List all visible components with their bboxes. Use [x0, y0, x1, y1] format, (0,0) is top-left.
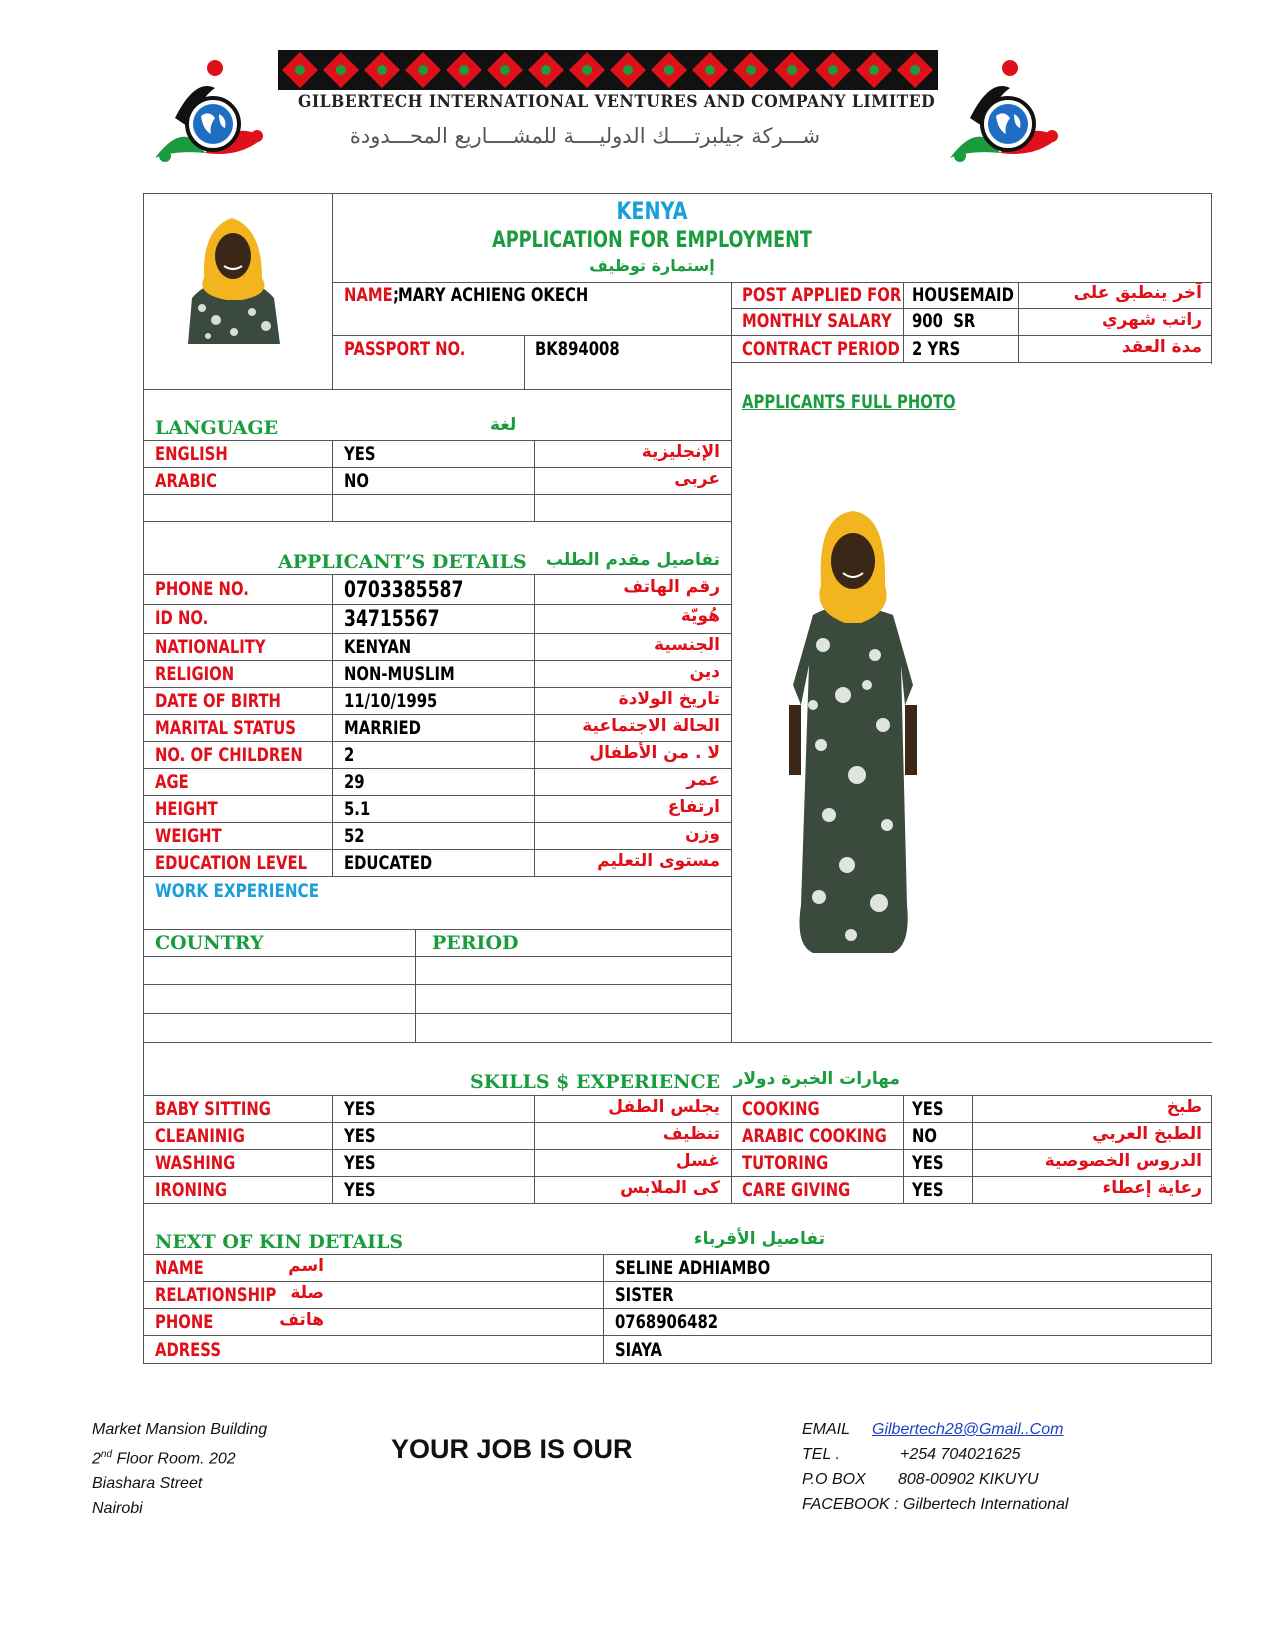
title-form: APPLICATION FOR EMPLOYMENT [492, 228, 812, 253]
banner-dot [828, 65, 838, 75]
skill-label: BABY SITTING [155, 1098, 271, 1120]
detail-row-value: 11/10/1995 [344, 690, 438, 712]
detail-row-value: 2 [344, 744, 355, 766]
tel-label: TEL . [802, 1446, 840, 1463]
detail-row-ar: مستوى التعليم [597, 851, 720, 871]
banner-dot [418, 65, 428, 75]
name-field [344, 284, 642, 306]
contract-ar: مدة العقد [1121, 337, 1202, 357]
skill-ar: کی الملابس [620, 1178, 720, 1198]
detail-row-ar: الحالة الاجتماعية [582, 716, 720, 736]
salary-ar: راتب شهري [1101, 310, 1202, 330]
banner-dot [664, 65, 674, 75]
skill-label: ARABIC COOKING [742, 1125, 887, 1147]
detail-row-ar: الجنسية [654, 635, 720, 655]
skills-heading: SKILLS $ EXPERIENCE [470, 1071, 721, 1093]
detail-row-value: 34715567 [344, 607, 440, 632]
detail-row-label: NATIONALITY [155, 636, 266, 658]
detail-row-label: MARITAL STATUS [155, 717, 296, 739]
skill-value: YES [344, 1179, 376, 1201]
detail-row-ar: رقم الهاتف [623, 577, 720, 597]
contract-label: CONTRACT PERIOD [742, 338, 900, 360]
name-label: NAME [344, 284, 393, 306]
post-label: POST APPLIED FOR [742, 284, 902, 306]
detail-row-value: EDUCATED [344, 852, 433, 874]
skill-value: NO [912, 1125, 938, 1147]
detail-row-value: 0703385587 [344, 578, 464, 603]
language-row-label: ENGLISH [155, 443, 228, 465]
skill-value: YES [912, 1152, 944, 1174]
detail-row-value: NON-MUSLIM [344, 663, 455, 685]
banner-dot [910, 65, 920, 75]
banner-dot [746, 65, 756, 75]
kin-row-label: NAME [155, 1257, 204, 1279]
detail-row-label: DATE OF BIRTH [155, 690, 281, 712]
tel-value: +254 704021625 [900, 1446, 1021, 1463]
footer-contact [802, 1417, 1068, 1517]
detail-row-value: KENYAN [344, 636, 412, 658]
skill-label: TUTORING [742, 1152, 829, 1174]
language-row-ar: الإنجليزية [641, 442, 720, 462]
salary-label: MONTHLY SALARY [742, 310, 892, 332]
skill-label: COOKING [742, 1098, 820, 1120]
banner-dot [869, 65, 879, 75]
kin-row-value: SELINE ADHIAMBO [615, 1257, 771, 1279]
skill-value: YES [344, 1098, 376, 1120]
detail-row-label: EDUCATION LEVEL [155, 852, 308, 874]
pobox-label: P.O BOX [802, 1471, 866, 1488]
header-banner-pattern [278, 50, 938, 90]
detail-row-ar: هُويّة [680, 606, 720, 626]
detail-row-ar: تاريخ الولادة [618, 689, 720, 709]
kin-heading-ar: تفاصيل الأقرباء [693, 1229, 825, 1249]
work-period-col: PERIOD [432, 932, 519, 954]
passport-label: PASSPORT NO. [344, 338, 466, 360]
skill-label: CARE GIVING [742, 1179, 851, 1201]
name-value: MARY ACHIENG OKECH [398, 284, 589, 306]
banner-dot [295, 65, 305, 75]
banner-dot [500, 65, 510, 75]
language-row-value: NO [344, 470, 370, 492]
address-line-3: Biashara Street [92, 1475, 203, 1493]
banner-dot [459, 65, 469, 75]
kin-row-ar: اسم [288, 1256, 324, 1276]
details-heading-ar: تفاصيل مقدم الطلب [545, 550, 720, 570]
details-heading: APPLICANT’S DETAILS [278, 551, 527, 573]
detail-row-ar: دين [689, 662, 720, 682]
detail-row-label: RELIGION [155, 663, 235, 685]
skill-ar: يجلس الطفل [608, 1097, 720, 1117]
passport-value: BK894008 [535, 338, 620, 360]
post-ar: آخر ينطبق على [1073, 283, 1202, 303]
skill-ar: طبخ [1166, 1097, 1202, 1117]
detail-row-value: 29 [344, 771, 365, 793]
language-heading: LANGUAGE [155, 417, 279, 439]
skill-label: WASHING [155, 1152, 236, 1174]
language-row-value: YES [344, 443, 376, 465]
work-heading: WORK EXPERIENCE [155, 880, 320, 902]
kin-row-ar: هاتف [279, 1310, 324, 1330]
kin-row-value: SISTER [615, 1284, 674, 1306]
address-line-2: 2nd Floor Room. 202 [92, 1449, 236, 1468]
skill-value: YES [912, 1179, 944, 1201]
detail-row-label: NO. OF CHILDREN [155, 744, 303, 766]
banner-dot [336, 65, 346, 75]
skill-ar: غسل [675, 1151, 720, 1171]
skill-label: CLEANINIG [155, 1125, 245, 1147]
detail-row-value: 5.1 [344, 798, 371, 820]
pobox-value: 808-00902 KIKUYU [898, 1471, 1039, 1488]
detail-row-value: MARRIED [344, 717, 421, 739]
skill-ar: رعاية إعطاء [1102, 1178, 1202, 1198]
banner-dot [377, 65, 387, 75]
company-logo-right [940, 58, 1065, 170]
skills-heading-ar: مهارات الخبرة دولار [733, 1069, 900, 1089]
footer-address [92, 1417, 267, 1521]
kin-row-label: PHONE [155, 1311, 214, 1333]
title-form-ar: إستمارة توظيف [589, 256, 715, 275]
applicant-full-photo [783, 505, 923, 960]
passport-photo [182, 208, 284, 344]
banner-dot [623, 65, 633, 75]
banner-dot [541, 65, 551, 75]
kin-row-value: 0768906482 [615, 1311, 719, 1333]
banner-dot [582, 65, 592, 75]
language-row-label: ARABIC [155, 470, 218, 492]
contract-value: 2 YRS [912, 338, 961, 360]
detail-row-label: WEIGHT [155, 825, 222, 847]
language-heading-ar: لغة [490, 415, 517, 435]
detail-row-ar: عمر [686, 770, 720, 790]
language-row-ar: عربى [674, 469, 720, 489]
skill-ar: تنظيف [662, 1124, 720, 1144]
post-value: HOUSEMAID [912, 284, 1014, 306]
skill-label: IRONING [155, 1179, 228, 1201]
detail-row-ar: لا . من الأطفال [589, 743, 720, 763]
detail-row-ar: وزن [685, 824, 720, 844]
detail-row-label: HEIGHT [155, 798, 218, 820]
detail-row-label: AGE [155, 771, 189, 793]
kin-row-value: SIAYA [615, 1339, 663, 1361]
detail-row-value: 52 [344, 825, 365, 847]
kin-row-label: ADRESS [155, 1339, 221, 1361]
name-separator: ; [392, 284, 399, 306]
detail-row-label: ID NO. [155, 607, 209, 629]
skill-ar: الدروس الخصوصية [1044, 1151, 1202, 1171]
full-photo-label: APPLICANTS FULL PHOTO [742, 391, 956, 413]
email-link[interactable]: Gilbertech28@Gmail..Com [872, 1421, 1064, 1438]
banner-dot [705, 65, 715, 75]
company-name-en: GILBERTECH INTERNATIONAL VENTURES AND COMPANY LIMITED [298, 92, 936, 112]
skill-ar: الطبخ العربي [1092, 1124, 1202, 1144]
address-line-4: Nairobi [92, 1500, 143, 1518]
kin-row-label: RELATIONSHIP [155, 1284, 277, 1306]
kin-row-ar: صلة [290, 1283, 324, 1303]
company-name-ar: شـــركة جيلبرتــــك الدوليــــة للمشــــاريع المحـــدودة [349, 124, 821, 148]
footer-slogan: YOUR JOB IS OUR [391, 1434, 633, 1464]
facebook-text: FACEBOOK : Gilbertech International [802, 1496, 1069, 1513]
email-label: EMAIL [802, 1421, 851, 1438]
banner-dot [787, 65, 797, 75]
skill-value: YES [344, 1152, 376, 1174]
work-country-col: COUNTRY [155, 932, 264, 954]
skill-value: YES [912, 1098, 944, 1120]
title-country: KENYA [616, 197, 688, 225]
skill-value: YES [344, 1125, 376, 1147]
company-logo-left [145, 58, 270, 170]
salary-value: 900 SR [912, 310, 976, 332]
address-line-1: Market Mansion Building [92, 1421, 268, 1438]
detail-row-ar: ارتفاع [667, 797, 720, 817]
kin-heading: NEXT OF KIN DETAILS [155, 1231, 404, 1253]
detail-row-label: PHONE NO. [155, 578, 249, 600]
